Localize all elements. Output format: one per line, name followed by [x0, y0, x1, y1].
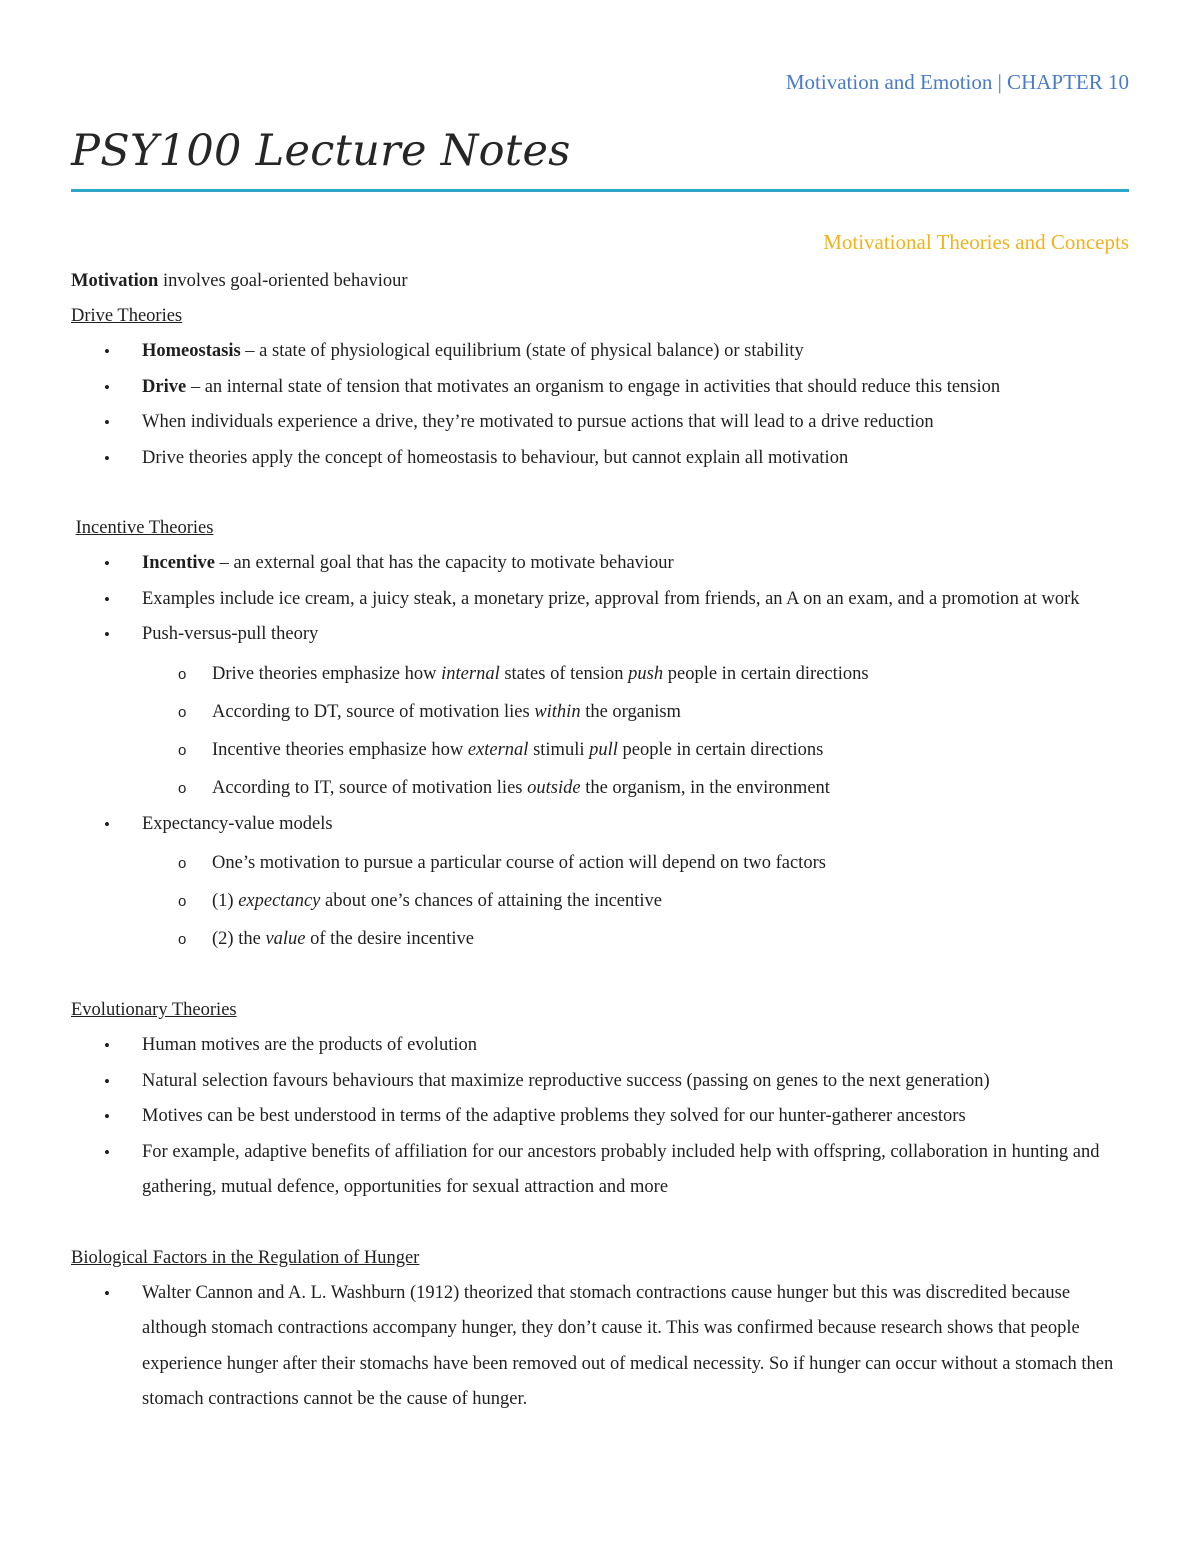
push-pull-sublist	[142, 655, 1129, 807]
evolution-list	[71, 1028, 1129, 1206]
sub-bullet-icon: o	[178, 855, 187, 872]
list-item: • Push-versus-pull theory o Drive theories emphasize how internal states of tension push people in certain directions o According to DT, source of motivation lies within the organism o Incentive theories emphasize how external stimuli pull people in certain directions o According to IT, source of motivation lies outside the organism, in the environment	[71, 617, 1129, 807]
sub-bullet-icon: o	[178, 741, 187, 759]
list-item: • Drive theories apply the concept of homeostasis to behaviour, but cannot explain all motivation	[71, 441, 1129, 477]
list-item: • Examples include ice cream, a juicy steak, a monetary prize, approval from friends, an A on an exam, and a promotion at work	[71, 582, 1129, 618]
list-item: • Walter Cannon and A. L. Washburn (1912) theorized that stomach contractions cause hunger but this was discredited because although stomach contractions accompany hunger, they don’t cause it. This was confirmed because research shows that people experience hunger after their stomachs have been removed out of medical necessity. So if hunger can occur without a stomach then stomach contractions cannot be the cause of hunger.	[71, 1276, 1129, 1418]
incentive-list	[71, 546, 1129, 958]
sub-list-item: o According to IT, source of motivation lies outside the organism, in the environment	[142, 769, 1129, 807]
bullet-icon: •	[104, 1142, 110, 1162]
list-item: • Expectancy-value models o One’s motivation to pursue a particular course of action will depend on two factors o (1) expectancy about one’s chances of attaining the incentive o (2) the value of the desire incentive	[71, 807, 1129, 959]
hunger-list	[71, 1276, 1129, 1418]
title-divider	[71, 189, 1129, 192]
notes-body	[71, 264, 1129, 1418]
sub-bullet-icon: o	[178, 779, 187, 797]
drive-list	[71, 334, 1129, 476]
intro-text: involves goal-oriented behaviour	[158, 271, 408, 291]
bullet-icon: •	[104, 554, 110, 573]
evolution-heading: Evolutionary Theories	[71, 1000, 237, 1020]
sub-list-item: o (1) expectancy about one’s chances of attaining the incentive	[142, 882, 1129, 920]
bullet-icon: •	[104, 1283, 110, 1303]
sub-list-item: o Drive theories emphasize how internal states of tension push people in certain directions	[142, 655, 1129, 693]
list-item: • Incentive – an external goal that has the capacity to motivate behaviour	[71, 546, 1129, 582]
sub-bullet-icon: o	[178, 703, 187, 721]
list-item: • When individuals experience a drive, they’re motivated to pursue actions that will lead to a drive reduction	[71, 405, 1129, 441]
chapter-header: Motivation and Emotion | CHAPTER 10	[785, 70, 1129, 94]
bullet-icon: •	[104, 1036, 110, 1055]
list-item: • Homeostasis – a state of physiological equilibrium (state of physical balance) or stability	[71, 334, 1129, 370]
sub-list-item: o One’s motivation to pursue a particular course of action will depend on two factors	[142, 844, 1129, 882]
bullet-icon: •	[104, 448, 110, 468]
page-title: PSY100 Lecture Notes	[71, 126, 571, 176]
list-item: • Motives can be best understood in terms of the adaptive problems they solved for our hunter-gatherer ancestors	[71, 1099, 1129, 1135]
sub-bullet-icon: o	[178, 893, 187, 910]
sub-list-item: o According to DT, source of motivation lies within the organism	[142, 693, 1129, 731]
incentive-heading: Incentive Theories	[75, 518, 214, 538]
list-item: • Drive – an internal state of tension that motivates an organism to engage in activities that should reduce this tension	[71, 370, 1129, 406]
hunger-heading: Biological Factors in the Regulation of Hunger	[71, 1247, 420, 1268]
intro-line	[71, 264, 1129, 299]
bullet-icon: •	[104, 814, 110, 834]
sub-list-item: o Incentive theories emphasize how external stimuli pull people in certain directions	[142, 731, 1129, 769]
expectancy-sublist	[142, 844, 1129, 958]
bullet-icon: •	[104, 377, 110, 397]
bullet-icon: •	[104, 413, 110, 432]
bullet-icon: •	[104, 625, 110, 644]
bullet-icon: •	[104, 1071, 110, 1091]
bullet-icon: •	[104, 1107, 110, 1126]
list-item: • Natural selection favours behaviours that maximize reproductive success (passing on genes to the next generation)	[71, 1064, 1129, 1100]
sub-bullet-icon: o	[178, 665, 187, 683]
bullet-icon: •	[104, 342, 110, 361]
list-item: • Human motives are the products of evolution	[71, 1028, 1129, 1064]
sub-bullet-icon: o	[178, 931, 187, 948]
list-item: • For example, adaptive benefits of affiliation for our ancestors probably included help with offspring, collaboration in hunting and gathering, mutual defence, opportunities for sexual attraction and more	[71, 1135, 1129, 1206]
sub-list-item: o (2) the value of the desire incentive	[142, 920, 1129, 958]
drive-heading: Drive Theories	[71, 306, 183, 326]
intro-term: Motivation	[71, 271, 159, 291]
section-heading: Motivational Theories and Concepts	[823, 230, 1129, 254]
bullet-icon: •	[104, 589, 110, 609]
